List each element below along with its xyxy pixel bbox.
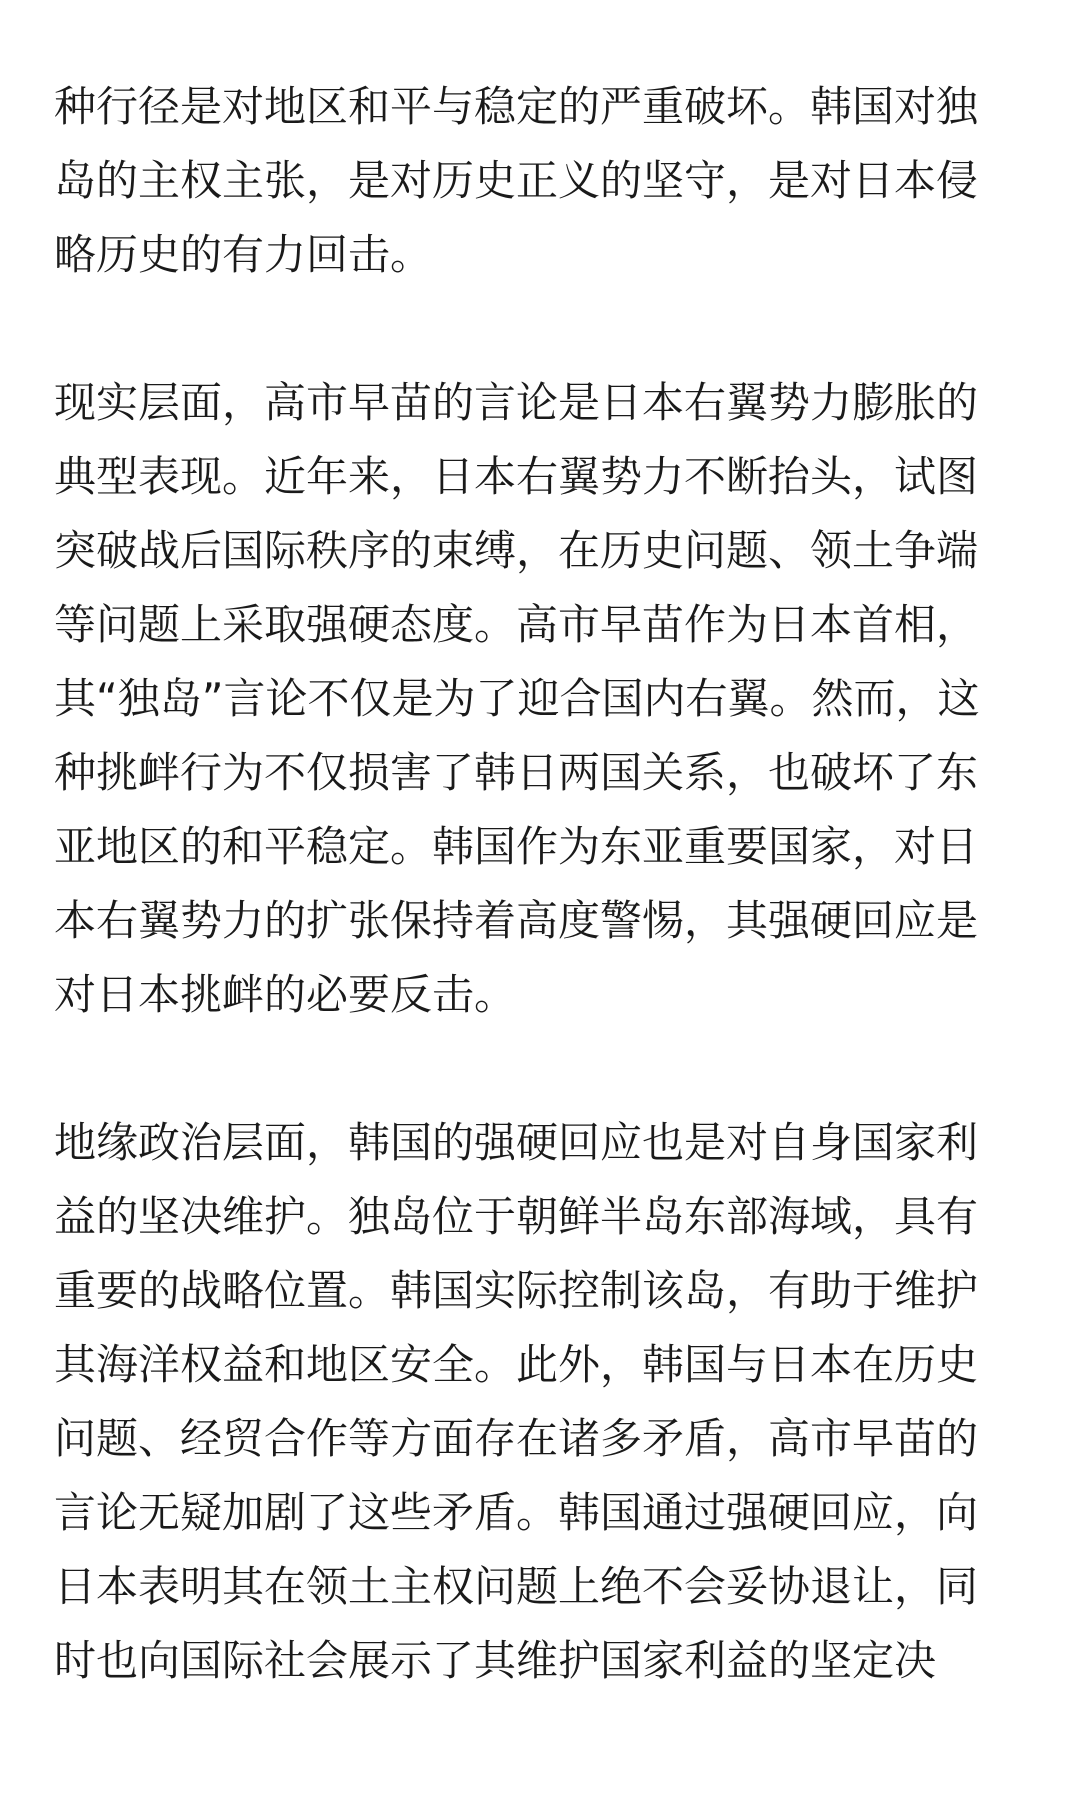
article-body	[54, 70, 1026, 1698]
text-line: 突破战后国际秩序的束缚，在历史问题、领土争端	[54, 526, 979, 575]
text-line: 日本表明其在领土主权问题上绝不会妥协退让，同	[54, 1562, 979, 1611]
text-line: 略历史的有力回击。	[54, 230, 433, 279]
text-line: 问题、经贸合作等方面存在诸多矛盾，高市早苗的	[54, 1414, 979, 1463]
text-line: 岛的主权主张，是对历史正义的坚守，是对日本侵	[54, 156, 979, 205]
paragraph-gap	[54, 292, 1026, 366]
text-line: 益的坚决维护。独岛位于朝鲜半岛东部海域，具有	[54, 1192, 979, 1241]
paragraph-2	[54, 366, 1026, 1032]
text-line: 其“独岛”言论不仅是为了迎合国内右翼。然而，这	[54, 674, 980, 723]
text-line: 种行径是对地区和平与稳定的严重破坏。韩国对独	[54, 82, 979, 131]
paragraph-3	[54, 1106, 1026, 1698]
text-line: 言论无疑加剧了这些矛盾。韩国通过强硬回应，向	[54, 1488, 979, 1537]
text-line: 种挑衅行为不仅损害了韩日两国关系，也破坏了东	[54, 748, 979, 797]
paragraph-1	[54, 70, 1026, 292]
text-line: 重要的战略位置。韩国实际控制该岛，有助于维护	[54, 1266, 979, 1315]
text-line: 时也向国际社会展示了其维护国家利益的坚定决	[54, 1636, 937, 1685]
text-line: 其海洋权益和地区安全。此外，韩国与日本在历史	[54, 1340, 979, 1389]
text-line: 地缘政治层面，韩国的强硬回应也是对自身国家利	[54, 1118, 979, 1167]
text-line: 亚地区的和平稳定。韩国作为东亚重要国家，对日	[54, 822, 979, 871]
paragraph-gap	[54, 1032, 1026, 1106]
text-line: 等问题上采取强硬态度。高市早苗作为日本首相，	[54, 600, 979, 649]
text-line: 典型表现。近年来，日本右翼势力不断抬头，试图	[54, 452, 979, 501]
text-line: 对日本挑衅的必要反击。	[54, 970, 517, 1019]
text-line: 现实层面，高市早苗的言论是日本右翼势力膨胀的	[54, 378, 979, 427]
text-line: 本右翼势力的扩张保持着高度警惕，其强硬回应是	[54, 896, 979, 945]
